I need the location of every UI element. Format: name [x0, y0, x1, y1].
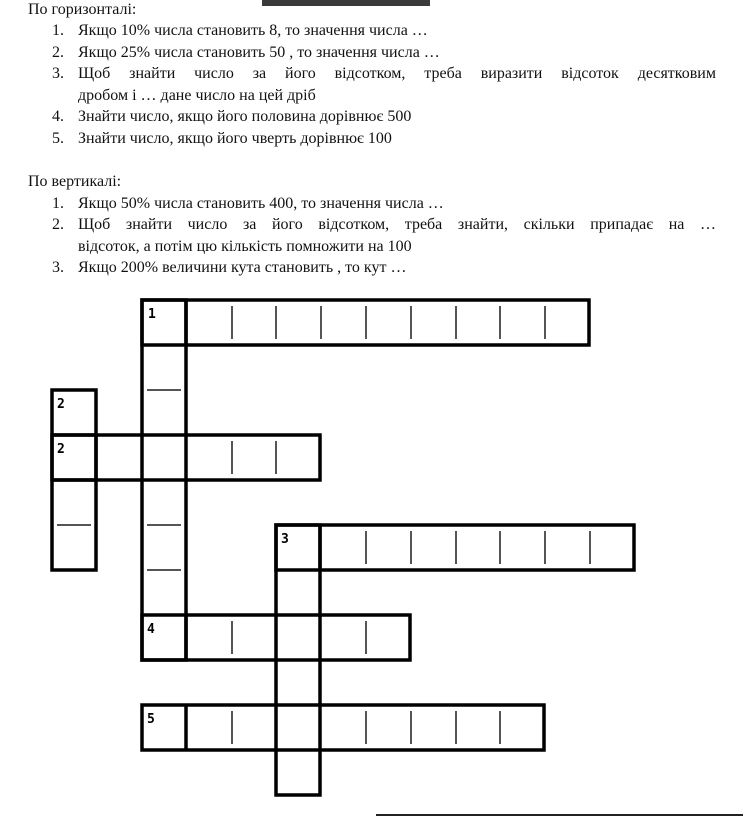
clue-number: 5.: [52, 129, 64, 147]
horizontal-heading: По горизонталі:: [28, 1, 137, 18]
clue-number: 1.: [52, 22, 64, 39]
clue-number: 3.: [52, 259, 64, 276]
clue-number: 1.: [52, 194, 64, 212]
clue-text-line1: Щоб знайти число за його відсотком, треба виразити відсоток десятковим: [78, 65, 716, 82]
cell-number-down-2: 2: [57, 397, 65, 412]
word-box-across-5[interactable]: [142, 705, 544, 750]
bottom-rule: [376, 814, 743, 816]
clue-text: Якщо 50% числа становить 400, то значення числа …: [78, 194, 444, 212]
cell-number-across-2: 2: [57, 442, 65, 457]
clue-text: Якщо 200% величини кута становить , то кут …: [78, 259, 407, 276]
cell-number-3: 3: [281, 532, 289, 547]
clue-text-line2: відсоток, а потім цю кількість помножити на 100: [78, 237, 412, 255]
clue-number: 3.: [52, 65, 64, 82]
clue-text: Знайти число, якщо його половина дорівнює 500: [78, 108, 412, 125]
cell-number-1: 1: [148, 307, 156, 322]
clue-text: Знайти число, якщо його чверть дорівнює 100: [78, 129, 392, 147]
clue-text: Якщо 10% числа становить 8, то значення числа …: [78, 22, 428, 39]
clue-number: 2.: [52, 216, 64, 233]
clue-number: 2.: [52, 43, 64, 61]
clue-text: Якщо 25% числа становить 50 , то значення числа …: [78, 43, 440, 61]
clue-text-line2: дробом і … дане число на цей дріб: [78, 86, 316, 104]
cell-number-4: 4: [147, 622, 155, 637]
clue-text-line1: Щоб знайти число за його відсотком, треба знайти, скільки припадає на …: [78, 216, 716, 233]
vertical-heading: По вертикалі:: [28, 173, 122, 190]
cell-number-5: 5: [147, 712, 155, 727]
clue-number: 4.: [52, 108, 64, 125]
